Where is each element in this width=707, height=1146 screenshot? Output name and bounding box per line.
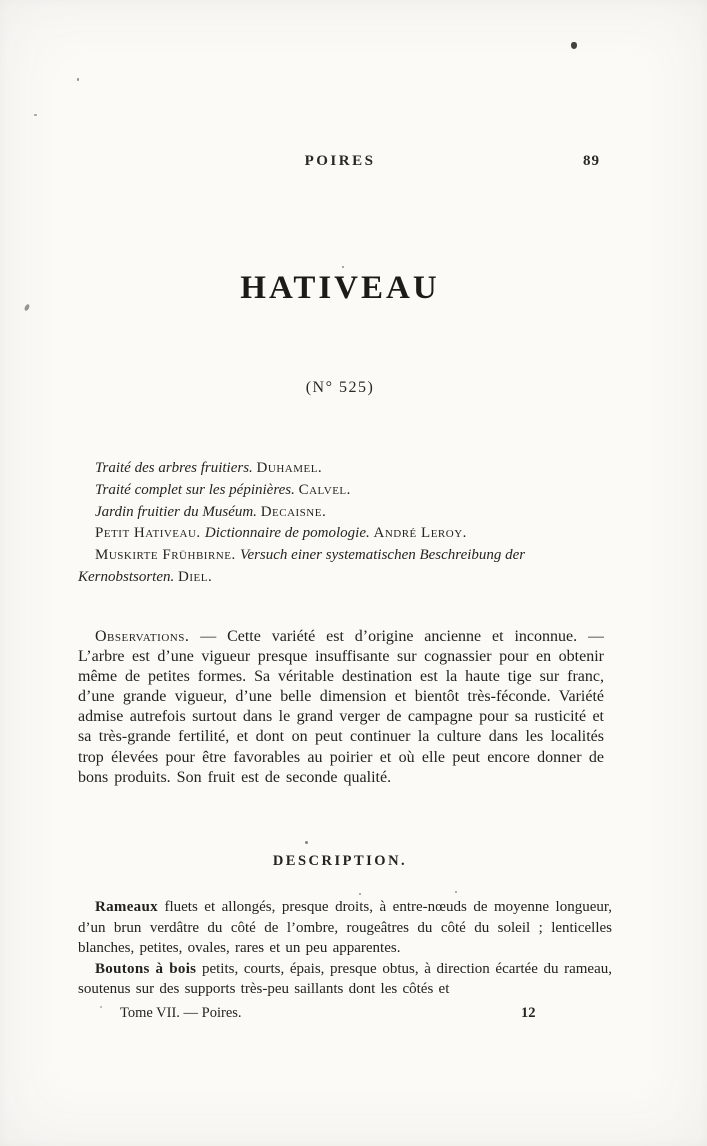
text-segment: petits, courts, épais, presque obtus, à direction écartée du rameau, soutenus sur des supports très-peu saillants dont les côtés et <box>78 960 613 998</box>
ink-speck <box>24 303 31 311</box>
synonymy-entry <box>78 458 602 480</box>
text-segment: Rameaux <box>95 899 158 915</box>
section-title: POIRES <box>304 153 376 169</box>
description-heading: DESCRIPTION. <box>272 853 408 869</box>
text-segment: Traité complet sur les pépinières. <box>95 481 299 498</box>
ink-speck <box>100 1006 102 1008</box>
observations-section <box>78 627 604 788</box>
synonymy-entry <box>78 480 602 502</box>
ink-speck <box>571 42 577 49</box>
text-segment: Muskirte Frühbirne. <box>95 547 240 564</box>
ink-speck <box>305 841 308 844</box>
ink-speck <box>359 893 361 895</box>
ink-speck <box>34 114 37 116</box>
variety-title: HATIVEAU <box>240 270 440 306</box>
ink-speck <box>77 78 79 81</box>
ink-speck <box>455 891 457 893</box>
volume-label: Tome VII. — Poires. <box>120 1005 242 1021</box>
variety-catalog-number: (N° 525) <box>305 379 375 396</box>
text-segment: — Cette variété est d’origine ancienne et inconnue. — L’arbre est d’une vigueur presque insuffisante sur cognassier pour en obtenir même de petites formes. Sa véritable destination est la haute tige sur franc, d’une grande vigueur, d’une belle dimension et bientôt très-féconde. Variété admise autrefois surtout dans le grand verger de campagne pour sa rusticité et sa très-grande fertilité, et dont on peut continuer la culture dans les localités trop élevées pour être favorables au poirier et où elle peut encore donner de bons produits. Son fruit est de seconde qualité. <box>78 628 604 786</box>
text-segment: Versuch einer systematischen Beschreibung der Kernobstsorten. <box>78 547 526 585</box>
description-section <box>78 897 612 1000</box>
description-paragraph <box>78 897 612 959</box>
observations-paragraph <box>78 627 604 788</box>
text-segment: Dictionnaire de pomologie. <box>204 525 374 542</box>
text-segment: fluets et allongés, presque droits, à entre-nœuds de moyenne longueur, d’un brun verdâtre du côté de l’ombre, rougeâtres du côté du soleil ; lenticelles blanches, petites, ovales, rares et un peu apparentes. <box>78 899 612 957</box>
synonymy-entry <box>78 545 602 589</box>
signature-number: 12 <box>521 1005 536 1021</box>
text-segment: Calvel. <box>298 481 351 498</box>
page-footer <box>78 1005 602 1022</box>
text-segment: Decaisne. <box>260 503 327 520</box>
text-segment: Jardin fruitier du Muséum. <box>95 503 261 520</box>
synonymy-list <box>78 458 602 589</box>
text-segment: André Leroy. <box>373 525 467 542</box>
ink-speck <box>342 266 344 268</box>
page-number: 89 <box>583 153 600 169</box>
synonymy-entry <box>78 502 602 524</box>
synonymy-entry <box>78 523 602 545</box>
text-segment: Petit Hativeau. <box>95 525 205 542</box>
text-segment: Traité des arbres fruitiers. <box>95 460 257 476</box>
running-header <box>78 153 602 177</box>
text-segment: Diel. <box>178 568 213 585</box>
text-segment: Observations. <box>95 628 190 645</box>
text-segment: Boutons à bois <box>95 960 197 977</box>
text-segment: Duhamel. <box>256 460 323 476</box>
description-paragraph <box>78 959 612 1000</box>
